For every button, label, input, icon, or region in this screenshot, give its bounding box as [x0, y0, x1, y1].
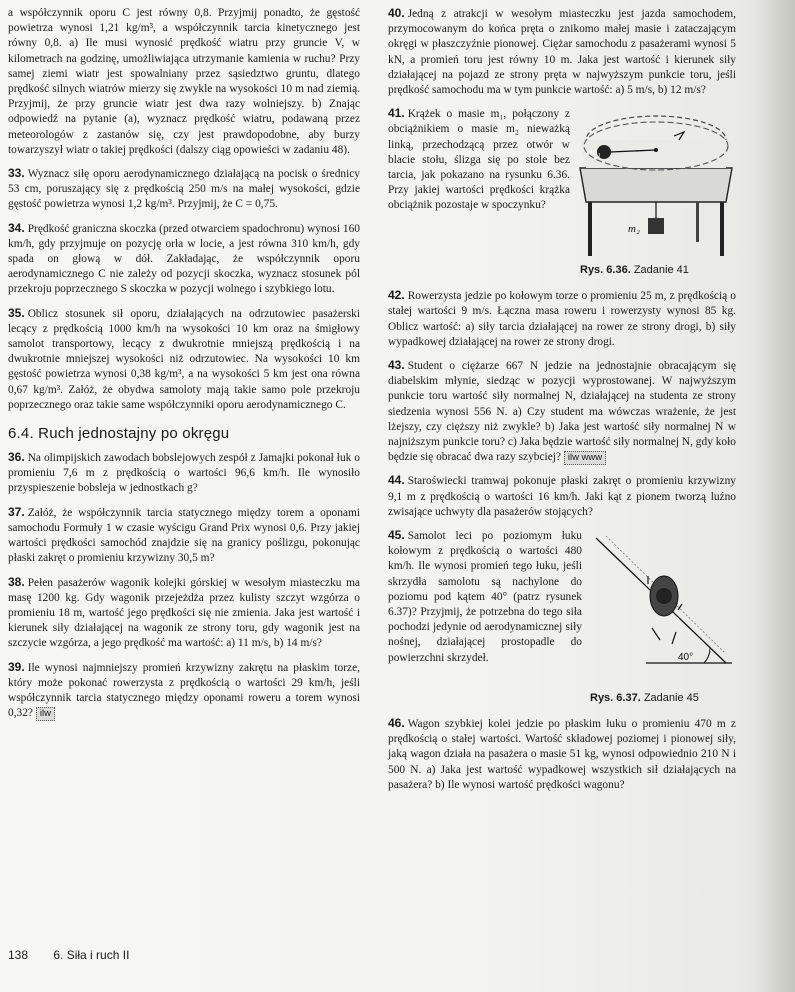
- problem-intro-text: a współczynnik oporu C jest równy 0,8. Przyjmij ponadto, że gęstość powietrza wynosi 1,21 kg/m³, a współczynnik tarcia kinetycznego jest równy 0,8. a) Ile musi wynosić prędkość wiatru przy gruncie V, w kilometrach na godzinę, umożliwiająca utrzymanie kamienia w ruchu? Przy samej ziemi wiatr jest spowalniany przez sąsiedztwo gruntu, dlatego prędkość silnych wiatrów mierzy się zwykle na wysokości 10 m nad ziemią. Przyjmij, że przy gruncie wiatr jest dwa razy wolniejszy. b) Znając odpowiedź na pytanie (a), wyznacz prędkość wiatru, podawaną przez meteorologów z zastanów się, czy jest prawdopodobne, aby burzy towarzyszył wiatr o takiej prędkości (dalszy ciąg opowieści w zadaniu 48).: [8, 7, 360, 156]
- figure-caption: Rys. 6.37. Zadanie 45: [590, 691, 699, 704]
- problem-number: 43.: [388, 358, 405, 373]
- problem-number: 33.: [8, 166, 25, 181]
- problem-43: 43. Student o ciężarze 667 N jedzie na jednostajnie obracającym się diabelskim młynie, siedząc w pozycji wyprostowanej. W najwyższym punkcie toru wartość siły normalnej N, działającej na studenta ze strony siedzenia wynosi 556 N. a) Czy student ma wówczas wrażenie, że jest lżejszy, czy cięższy niż zwykle? b) Jaka jest wartość siły normalnej N w najniższym punkcie toru? c) Jaka będzie wartość siły normalnej N, gdy koło będzie się obracać dwa razy szybciej? ilw www: [388, 358, 736, 464]
- page-edge-shadow: [755, 0, 795, 992]
- figure-6-37: [586, 528, 736, 706]
- table-puck-diagram: [576, 106, 736, 258]
- problem-35: 35. Oblicz stosunek sił oporu, działających na odrzutowiec pasażerski lecący z prędkością 1000 km/h na wysokości 10 km oraz na śmigłowy samolot transportowy, lecący z dwukrotnie mniejszą prędkością i na dwukrotnie mniejszej wysokości niż odrzutowiec. Na wysokości 10 km gęstość powietrza wynosi 0,38 kg/m³, a na wysokości 5 km jest ona równa 0,67 kg/m³. Załóż, że obydwa samoloty mają takie samo pole przekroju poprzecznego oraz takie same współczynniki oporu aerodynamicznego C.: [8, 305, 360, 411]
- problem-number: 34.: [8, 220, 25, 235]
- left-column: [8, 6, 360, 729]
- problem-number: 41.: [388, 106, 405, 121]
- problem-number: 37.: [8, 504, 25, 519]
- problem-41: m₁ m₂ Rys. 6.36. Zadanie 41 41. Krążek o masie m₁, połączony z obciążnikiem o masie m₂ nieważką linką, przechodzącą przez otwór w blacie stołu, ślizga się po stole bez tarcia, jak pokazano na rysunku 6.36. Przy jakiej wartości prędkości krążka obciążnik pozostaje w spoczynku?: [388, 106, 736, 280]
- problem-36: 36. Na olimpijskich zawodach bobslejowych zespół z Jamajki pokonał łuk o promieniu 7,6 m z prędkością o wartości 96,6 km/h. Ile wynosiło przyspieszenie bobsleja w jednostkach g?: [8, 450, 360, 495]
- section-heading: 6.4. Ruch jednostajny po okręgu: [8, 425, 230, 443]
- figure-caption: Rys. 6.36. Zadanie 41: [580, 264, 689, 277]
- page-footer: [8, 948, 129, 962]
- right-column: [388, 6, 736, 801]
- problem-46: 46. Wagon szybkiej kolei jedzie po płaskim łuku o promieniu 470 m z prędkością o stałej wartości. Wartość składowej poziomej i pionowej siły, jaką wagon działa na pasażera o masie 51 kg, wynosi odpowiednio 210 N i 500 N. a) Jaka jest wartość wypadkowej wszystkich sił działających na pasażera? b) Ile wynosi wartość prędkości wagonu?: [388, 716, 736, 791]
- problem-44: 44. Staroświecki tramwaj pokonuje płaski zakręt o promieniu krzywizny 9,1 m z prędkością o wartości 16 km/h. Jaki kąt z pionem tworzą luźno zwisające uchwyty dla pasażerów stojących?: [388, 473, 736, 518]
- problem-40: 40. Jedną z atrakcji w wesołym miasteczku jest jazda samochodem, przymocowanym do końca pręta o znikomo małej masie i zataczającym okręgi w płaszczyźnie pionowej. Ciężar samochodu z pasażerami wynosi 5 kN, a promień toru jest równy 10 m. Jaka jest wartość i kierunek siły działającej na pojazd ze strony pręta w najwyższym punkcie toru, jeśli prędkość samochodu ma w tym punkcie wartość: a) 5 m/s, b) 12 m/s?: [388, 6, 736, 97]
- problem-37: 37. Załóż, że współczynnik tarcia statycznego między torem a oponami samochodu Formuły 1 w czasie wyścigu Grand Prix wynosi 0,6. Przy jakiej wartości prędkości samochód znajdzie się na granicy poślizgu, pokonując płaski zakręt o promieniu krzywizny 30,5 m?: [8, 504, 360, 565]
- label-m2: m₂: [628, 223, 640, 236]
- problem-number: 35.: [8, 305, 25, 320]
- banked-airplane-diagram: [586, 528, 736, 686]
- chapter-title: 6. Siła i ruch II: [53, 948, 130, 962]
- problem-number: 44.: [388, 473, 405, 488]
- problem-number: 42.: [388, 288, 405, 303]
- problem-number: 40.: [388, 6, 405, 20]
- problem-45: 40° Rys. 6.37. Zadanie 45 45. Samolot leci po poziomym łuku kołowym z prędkością o wartości 480 km/h. Ile wynosi promień tego łuku, jeśli skrzydła samolotu są nachylone do poziomu pod kątem 40° (patrz rysunek 6.37)? Przyjmij, że potrzebna do tego siła pochodzi jedynie od aerodynamicznej siły nośnej, działającej prostopadle do powierzchni skrzydeł.: [388, 528, 736, 708]
- problem-number: 36.: [8, 450, 25, 465]
- figure-6-36: [576, 106, 736, 278]
- problem-34: 34. Prędkość graniczna skoczka (przed otwarciem spadochronu) wynosi 160 km/h, gdy przyjmuje on pozycję orła w locie, a jest równa 310 km/h, gdy spada on głową w dół. Zakładając, że współczynnik oporu aerodynamicznego C nie zależy od pozycji skoczka, wyznacz stosunek pól przekroju poprzecznego S skoczka w pozycji wolnego i szybkiego lotu.: [8, 220, 360, 296]
- problem-39: 39. Ile wynosi najmniejszy promień krzywizny zakrętu na płaskim torze, który może pokonać rowerzysta z prędkością o wartości 29 km/h, jeśli współczynnik tarcia statycznego między oponami roweru a torem wynosi 0,32? ilw: [8, 659, 360, 720]
- ilw-www-badge: ilw www: [564, 451, 606, 465]
- page-number: 138: [8, 948, 29, 962]
- problem-42: 42. Rowerzysta jedzie po kołowym torze o promieniu 25 m, z prędkością o stałej wartości 9 m/s. Łączna masa roweru i rowerzysty wynosi 85 kg. Oblicz wartość: a) siły tarcia działającej na rower ze strony drogi, b) siły wypadkowej działającej na rower ze strony drogi.: [388, 288, 736, 348]
- hanging-mass-m2: [648, 218, 664, 234]
- ilw-badge: ilw: [36, 707, 55, 721]
- problem-33: 33. Wyznacz siłę oporu aerodynamicznego działającą na pocisk o średnicy 53 cm, poruszający się z prędkością 250 m/s na małej wysokości, gdzie gęstość powietrza wynosi 1,2 kg/m³. Przyjmij, że C = 0,75.: [8, 166, 360, 211]
- problem-38: 38. Pełen pasażerów wagonik kolejki górskiej w wesołym miasteczku ma masę 1200 kg. Gdy wagonik przejeżdża przez kulisty szczyt wzgórza o promieniu 18 m, wartość jego prędkości się nie zmienia. Jaka jest wartość i kierunek siły działającej na wagonik ze strony toru, gdy wagonik jest na szczycie wzgórza, a jego prędkość ma wartość: a) 11 m/s, b) 14 m/s?: [8, 574, 360, 650]
- label-m1: m₁: [590, 147, 601, 159]
- problem-number: 45.: [388, 528, 405, 543]
- problem-number: 38.: [8, 574, 25, 589]
- angle-label: 40°: [678, 652, 694, 664]
- problem-number: 46.: [388, 716, 405, 731]
- problem-number: 39.: [8, 659, 25, 674]
